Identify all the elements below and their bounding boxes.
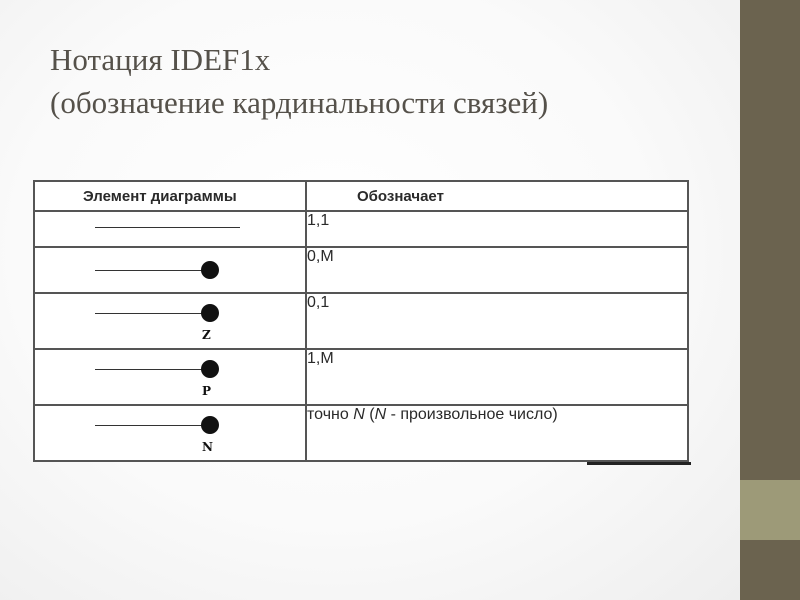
table-row bbox=[34, 211, 688, 247]
meaning-prefix: точно bbox=[307, 406, 354, 423]
relationship-line-icon bbox=[95, 313, 210, 314]
filled-dot-icon bbox=[201, 360, 219, 378]
meaning-n-italic: N bbox=[353, 406, 365, 423]
side-accent-block bbox=[740, 480, 800, 540]
symbol-cell bbox=[34, 247, 306, 293]
relationship-line-icon bbox=[95, 227, 240, 228]
relationship-line-icon bbox=[95, 270, 210, 271]
cardinality-letter: P bbox=[202, 384, 212, 398]
meaning-cell: 0,1 bbox=[306, 293, 688, 349]
relationship-line-icon bbox=[95, 369, 210, 370]
header-meaning: Обозначает bbox=[306, 181, 688, 211]
meaning-n-italic-2: N bbox=[374, 406, 387, 423]
filled-dot-icon bbox=[201, 416, 219, 434]
meaning-cell bbox=[306, 405, 688, 461]
title-line-2: (обозначение кардинальности связей) bbox=[50, 85, 549, 120]
symbol-cell bbox=[34, 293, 306, 349]
filled-dot-icon bbox=[201, 261, 219, 279]
meaning-cell: 1,M bbox=[306, 349, 688, 405]
meaning-cell: 0,M bbox=[306, 247, 688, 293]
title-line-1: Нотация IDEF1x bbox=[50, 42, 271, 77]
symbol-cell bbox=[34, 211, 306, 247]
relationship-line-icon bbox=[95, 425, 210, 426]
table-row bbox=[34, 349, 688, 405]
filled-dot-icon bbox=[201, 304, 219, 322]
meaning-cell: 1,1 bbox=[306, 211, 688, 247]
slide-title bbox=[50, 38, 710, 124]
table-row bbox=[34, 293, 688, 349]
cardinality-table bbox=[33, 180, 689, 462]
meaning-suffix: - произвольное число) bbox=[386, 406, 558, 423]
symbol-cell bbox=[34, 405, 306, 461]
cardinality-letter: Z bbox=[202, 328, 211, 342]
meaning-mid: ( bbox=[364, 406, 375, 423]
table-header-row bbox=[34, 181, 688, 211]
table-bottom-underline bbox=[587, 462, 691, 465]
header-diagram-element: Элемент диаграммы bbox=[34, 181, 306, 211]
table-row bbox=[34, 405, 688, 461]
symbol-cell bbox=[34, 349, 306, 405]
cardinality-letter: N bbox=[202, 440, 213, 454]
table-row bbox=[34, 247, 688, 293]
